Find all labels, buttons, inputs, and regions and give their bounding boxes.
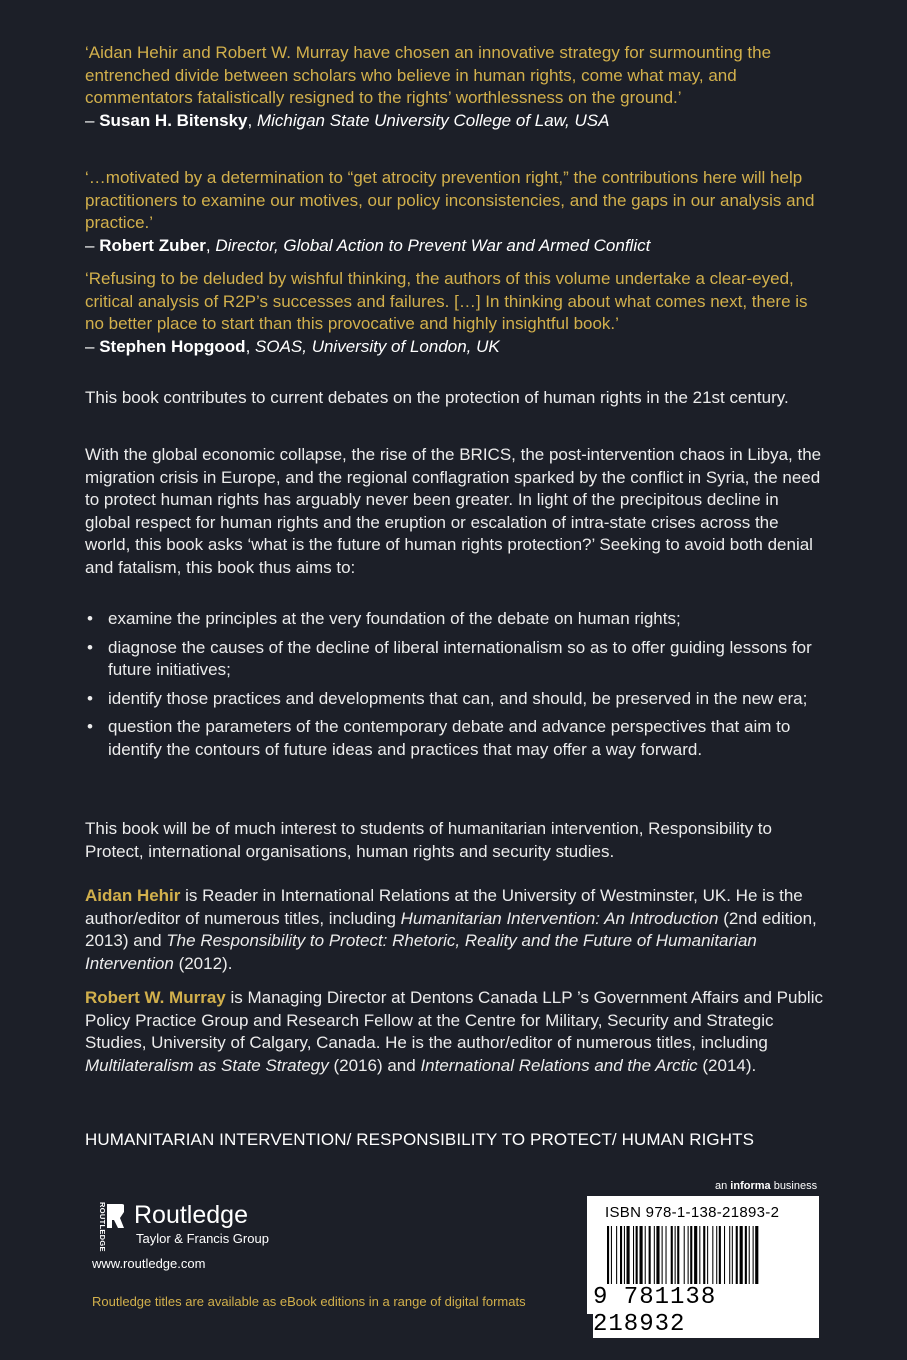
barcode-bar xyxy=(736,1226,738,1288)
bio-text: (2016) and xyxy=(328,1055,421,1075)
barcode-bar xyxy=(620,1226,622,1288)
barcode-bar xyxy=(707,1226,708,1288)
barcode-bar xyxy=(677,1226,679,1288)
barcode-bar xyxy=(607,1226,609,1288)
barcode-bar xyxy=(640,1226,643,1288)
endorsement-attribution: – Robert Zuber, Director, Global Action to Prevent War and Armed Conflict xyxy=(85,235,651,255)
description-audience xyxy=(85,818,825,863)
barcode-bar xyxy=(724,1226,725,1288)
barcode-bar xyxy=(699,1226,700,1288)
routledge-vertical-wordmark: ROUTLEDGE xyxy=(98,1202,107,1252)
description-context xyxy=(85,444,825,580)
context-text: With the global economic collapse, the rise of the BRICS, the post-intervention chaos in Libya, the migration crisis in Europe, and the regional conflagration sparked by the conflict in Syria, the need to protect human rights has arguably never been greater. In light of the precipitous decline in global respect for human rights and the eruption or escalation of intra-state crises across the world, this book asks ‘what is the future of human rights protection?’ Seeking to avoid both denial and fatalism, this book thus aims to: xyxy=(85,445,822,577)
bullet-icon: • xyxy=(87,637,93,657)
author-bio-murray xyxy=(85,987,825,1077)
bio-text: (2012). xyxy=(173,953,233,973)
barcode-bar xyxy=(611,1226,612,1288)
intro-text: This book contributes to current debates on the protection of human rights in the 21st century. xyxy=(85,388,789,407)
barcode-bar xyxy=(662,1226,663,1288)
barcode-bar xyxy=(719,1226,721,1288)
book-title: Humanitarian Intervention: An Introduction xyxy=(400,908,719,928)
informa-prefix: an xyxy=(715,1180,731,1192)
endorsement-attribution: – Stephen Hopgood, SOAS, University of London, UK xyxy=(85,336,500,356)
barcode-bar xyxy=(688,1226,689,1288)
routledge-r-icon xyxy=(90,1198,124,1252)
subject-categories: HUMANITARIAN INTERVENTION/ RESPONSIBILITY TO PROTECT/ HUMAN RIGHTS xyxy=(85,1130,755,1149)
endorsement-quote: ‘Refusing to be deluded by wishful thinking, the authors of this volume undertake a clear-eyed, critical analysis of R2P’s successes and failures. […] In thinking about what comes next, there is no better place to start than this provocative and highly insightful book.’ xyxy=(85,269,808,333)
barcode-bar xyxy=(633,1226,634,1288)
barcode-bar xyxy=(624,1226,625,1288)
isbn-label: ISBN 978-1-138-21893-2 xyxy=(605,1204,780,1221)
endorser-name: Stephen Hopgood xyxy=(99,336,246,356)
endorser-affiliation: Director, Global Action to Prevent War and Armed Conflict xyxy=(215,235,651,255)
list-item xyxy=(85,608,825,631)
barcode-bar xyxy=(627,1226,630,1288)
bio-text: (2nd edition, 2013) and xyxy=(85,908,817,951)
aim-text: question the parameters of the contemporary debate and advance perspectives that aim to identify the contours of future ideas and practices that may offer a way forward. xyxy=(108,717,791,759)
barcode-bar xyxy=(636,1226,638,1288)
barcode-bar xyxy=(753,1226,754,1288)
endorsement-1 xyxy=(85,42,825,132)
endorsement-quote: ‘Aidan Hehir and Robert W. Murray have chosen an innovative strategy for surmounting the entrenched divide between scholars who believe in human rights, come what may, and commentators fatalistically resigned to the rights’ worthlessness on the ground.’ xyxy=(85,43,772,107)
informa-brand: informa xyxy=(730,1180,771,1192)
publisher-group: Taylor & Francis Group xyxy=(136,1231,269,1246)
barcode-bar xyxy=(675,1226,676,1288)
author-name: Aidan Hehir xyxy=(85,886,181,905)
book-title: International Relations and the Arctic xyxy=(420,1055,698,1075)
isbn-barcode-box xyxy=(587,1196,819,1338)
barcode-bar xyxy=(755,1226,758,1288)
endorsement-attribution: – Susan H. Bitensky, Michigan State University College of Law, USA xyxy=(85,110,610,130)
bullet-icon: • xyxy=(87,688,93,708)
aim-text: identify those practices and developments that can, and should, be preserved in the new era; xyxy=(108,688,808,708)
barcode-bar xyxy=(712,1226,713,1288)
author-bio-hehir xyxy=(85,885,825,975)
barcode-bar xyxy=(690,1226,692,1288)
informa-tagline xyxy=(715,1180,817,1192)
endorsement-3 xyxy=(85,268,825,358)
bullet-icon: • xyxy=(87,609,93,628)
barcode-bar xyxy=(729,1226,730,1288)
barcode-bar xyxy=(666,1226,667,1288)
barcode-bar xyxy=(671,1226,673,1288)
barcode-bar xyxy=(732,1226,733,1288)
barcode-number: 9 781138 218932 xyxy=(593,1284,819,1338)
barcode-bar xyxy=(684,1226,685,1288)
barcode-bar xyxy=(703,1226,705,1288)
barcode-bar xyxy=(749,1226,750,1288)
endorser-name: Susan H. Bitensky xyxy=(99,110,248,130)
bio-text: is Reader in International Relations at the University of Westminster, UK. He is the author/editor of numerous titles, including xyxy=(85,886,803,928)
bio-text: (2014). xyxy=(697,1055,757,1075)
description-intro xyxy=(85,387,825,410)
routledge-logo xyxy=(90,1198,290,1252)
endorsement-2 xyxy=(85,167,825,257)
barcode-bar xyxy=(694,1226,697,1288)
list-item xyxy=(85,688,825,711)
publisher-name: Routledge xyxy=(134,1201,248,1229)
ebook-note: Routledge titles are available as eBook editions in a range of digital formats xyxy=(92,1294,526,1309)
barcode-bar xyxy=(616,1226,617,1288)
list-item xyxy=(85,716,825,761)
endorser-affiliation: Michigan State University College of Law, USA xyxy=(256,110,610,130)
barcode-bar xyxy=(740,1226,743,1288)
barcode-bar xyxy=(656,1226,659,1288)
aim-text: diagnose the causes of the decline of liberal internationalism so as to offer guiding lessons for future initiatives; xyxy=(108,637,812,680)
endorser-name: Robert Zuber xyxy=(99,235,206,255)
barcode-bar xyxy=(745,1226,747,1288)
informa-suffix: business xyxy=(770,1180,818,1192)
barcode-bar xyxy=(716,1226,717,1288)
bio-text: is Managing Director at Dentons Canada LLP ’s Government Affairs and Public Policy Practice Group and Research Fellow at the Centre for Military, Security and Strategic Studies, University of Calgary, Canada. He is the author/editor of numerous titles, including xyxy=(85,988,823,1053)
barcode-bar xyxy=(645,1226,646,1288)
audience-text: This book will be of much interest to students of humanitarian intervention, Responsibility to Protect, international organisations, human rights and security studies. xyxy=(85,819,772,861)
publisher-website[interactable]: www.routledge.com xyxy=(92,1256,206,1271)
endorsement-quote: ‘…motivated by a determination to “get atrocity prevention right,” the contributions here will help practitioners to examine our motives, our policy inconsistencies, and the gaps in our analysis and practice.’ xyxy=(85,168,815,232)
barcode-bar xyxy=(649,1226,651,1288)
barcode-bar xyxy=(654,1226,655,1288)
endorser-affiliation: SOAS, University of London, UK xyxy=(255,336,500,356)
bullet-icon: • xyxy=(87,717,93,737)
aim-text: examine the principles at the very foundation of the debate on human rights; xyxy=(108,609,681,628)
author-name: Robert W. Murray xyxy=(85,988,226,1007)
book-title: Multilateralism as State Strategy xyxy=(85,1055,329,1075)
book-title: The Responsibility to Protect: Rhetoric, Reality and the Future of Humanitarian Intervention xyxy=(85,931,757,973)
list-item xyxy=(85,637,825,682)
aims-list xyxy=(85,608,825,762)
